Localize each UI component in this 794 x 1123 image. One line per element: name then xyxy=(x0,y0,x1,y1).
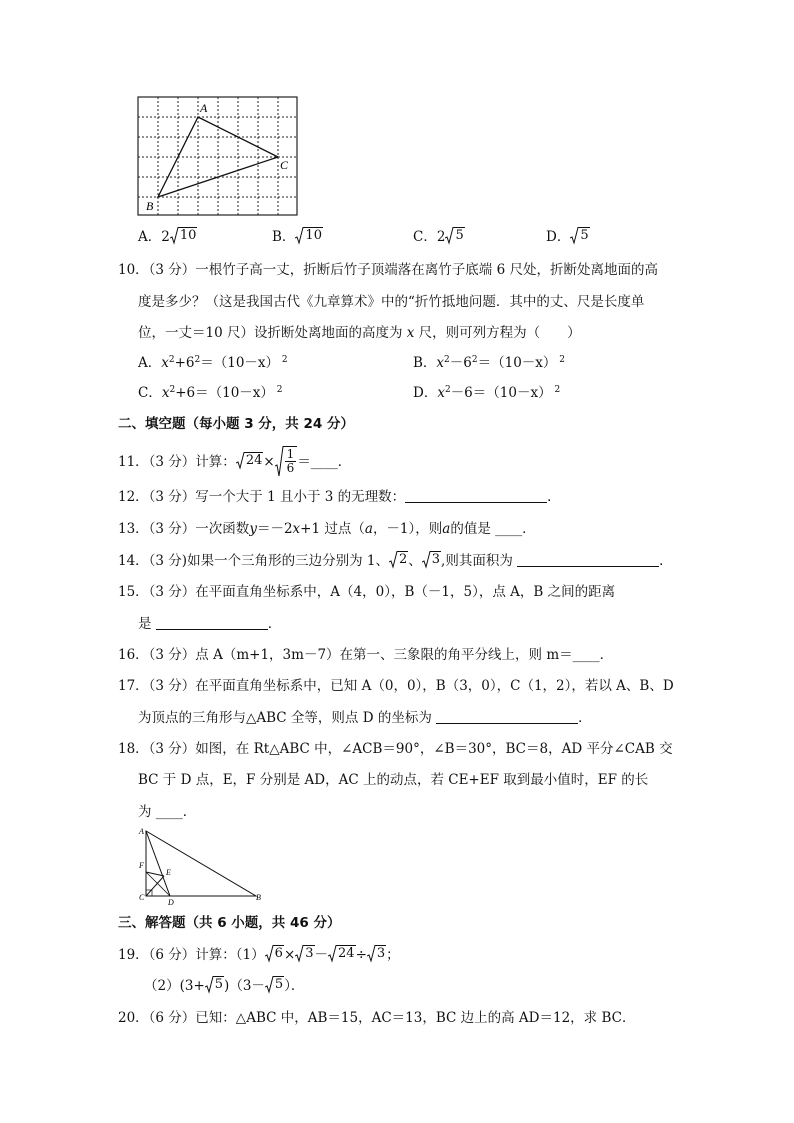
q17-line-1: 17．（3 分）在平面直角坐标系中，已知 A（0，0），B（3，0），C（1，2），若以 A、B、D xyxy=(118,678,674,694)
q12: 12．（3 分）写一个大于 1 且小于 3 的无理数： ． xyxy=(118,489,561,505)
q10-line-1: 10．（3 分）一根竹子高一丈，折断后竹子顶端落在离竹子底端 6 尺处，折断处离地面的高 xyxy=(118,262,658,278)
label-c: C xyxy=(280,158,289,172)
q10-option-c: C．$x^2+6=(10-x)$ $^2$ xyxy=(138,385,283,401)
label-a2: A xyxy=(139,827,144,836)
label-a: A xyxy=(200,101,208,115)
label-e2: E xyxy=(166,868,171,877)
grid-triangle-figure xyxy=(134,94,302,220)
q15-answer-blank[interactable] xyxy=(156,615,268,630)
q10-option-a: A．$x^2+6^2=(10-x)$ $^2$ xyxy=(138,355,288,371)
section-3-heading: 三、解答题（共 6 小题，共 46 分） xyxy=(118,915,341,931)
q16: 16．（3 分）点 A（m+1，3m－7）在第一、三象限的角平分线上，则 m＝____． xyxy=(118,647,614,663)
right-triangle-figure xyxy=(136,826,266,906)
q12-answer-blank[interactable] xyxy=(405,488,547,503)
triangle-acb xyxy=(146,831,256,896)
q14-answer-blank[interactable] xyxy=(517,552,659,567)
q9-option-b: B． 10 xyxy=(272,228,322,245)
q11: 11．（3 分）计算： 24 × $\frac{1}{6}$ ＝____． xyxy=(118,446,351,478)
q10-option-b: B．$x^2-6^2=(10-x)$ $^2$ xyxy=(413,355,565,371)
q14: 14．（3 分)如果一个三角形的三边分别为 1、 2 、 3 ,则其面积为 ． xyxy=(118,552,673,569)
bisector-ad xyxy=(146,831,170,896)
q10-line-2: 度是多少？（这是我国古代《九章算术》中的“折竹抵地问题．其中的丈、尺是长度单 xyxy=(138,294,645,310)
q18-line-2: BC 于 D 点，E，F 分别是 AD，AC 上的动点，若 CE+EF 取到最小值时，EF 的长 xyxy=(138,772,649,788)
q19-part-2: （2）(3+ 5 )（3－ 5 ）． xyxy=(144,977,305,994)
q18-line-1: 18．（3 分）如图，在 Rt△ABC 中，∠ACB＝90°，∠B＝30°，BC＝8，AD 平分∠CAB 交 xyxy=(118,741,673,757)
q10-line-3: 位，一丈＝10 尺）设折断处离地面的高度为 x 尺，则可列方程为（ ） xyxy=(138,325,581,341)
label-d2: D xyxy=(168,898,174,906)
q17-line-2: 为顶点的三角形与△ABC 全等，则点 D 的坐标为 ． xyxy=(138,710,592,726)
q9-option-a: A．2 10 xyxy=(138,228,197,245)
label-b: B xyxy=(146,199,154,213)
q20: 20．（6 分）已知：△ABC 中，AB＝15，AC＝13，BC 边上的高 AD＝12，求 BC． xyxy=(118,1010,636,1026)
label-c2: C xyxy=(139,893,145,902)
q18-line-3: 为 ____． xyxy=(138,804,197,820)
q13: 13．（3 分）一次函数y＝－2x+1 过点（a，－1），则a的值是 ____． xyxy=(118,521,536,537)
q19-part-1: 19．（6 分）计算：（1） 6 × 3 － 24 ÷ 3 ； xyxy=(118,946,400,963)
grid-lines xyxy=(138,97,297,215)
q15-line-1: 15．（3 分）在平面直角坐标系中，A（4，0），B（－1，5），点 A，B 之间的距离 xyxy=(118,584,616,600)
section-2-heading: 二、填空题（每小题 3 分，共 24 分） xyxy=(118,416,354,432)
q10-option-d: D．$x^2-6=(10-x)$ $^2$ xyxy=(413,385,561,401)
q17-answer-blank[interactable] xyxy=(436,709,578,724)
q9-option-c: C．2 5 xyxy=(413,228,464,245)
segment-ce xyxy=(146,876,164,896)
label-f2: F xyxy=(139,861,144,870)
label-b2: B xyxy=(256,893,261,902)
q15-line-2: 是 ． xyxy=(138,616,282,632)
q9-option-d: D． 5 xyxy=(546,228,589,245)
